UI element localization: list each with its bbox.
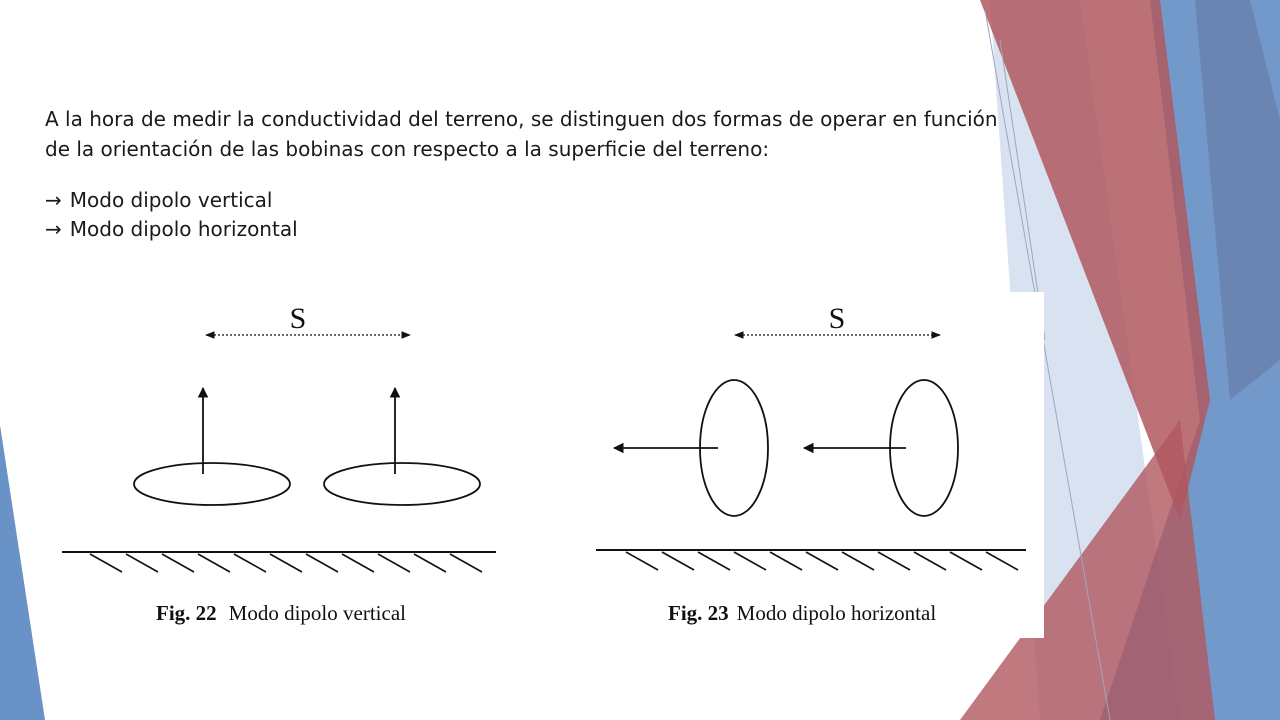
fig23-caption-number: Fig. 23: [668, 601, 729, 625]
fig22-diagram: [62, 302, 496, 625]
right-arrow-icon: →: [45, 217, 62, 241]
fig22-caption: [156, 601, 406, 625]
bullet-label: Modo dipolo horizontal: [69, 217, 298, 241]
left-blue-accent: [0, 425, 45, 720]
intro-paragraph: A la hora de medir la conductividad del terreno, se distinguen dos formas de operar en función de la orientación de las bobinas con respecto a la superficie del terreno:: [45, 107, 998, 161]
fig22-coil-left: [134, 463, 290, 505]
fig23-caption-text: Modo dipolo horizontal: [736, 601, 937, 625]
fig22-ground-hatching: [90, 554, 482, 572]
fig22-spacing-label: S: [289, 302, 307, 335]
bullet-label: Modo dipolo vertical: [69, 188, 273, 212]
bullet-list: [45, 186, 1005, 244]
fig22-caption-number: Fig. 22: [156, 601, 217, 625]
right-arrow-icon: →: [45, 188, 62, 212]
figure-image: [40, 292, 1044, 638]
slide-body: [45, 104, 1005, 244]
fig23-spacing-label: S: [828, 302, 846, 335]
bullet-item-vertical: [45, 186, 1005, 215]
bullet-item-horizontal: [45, 215, 1005, 244]
fig22-caption-text: Modo dipolo vertical: [228, 601, 406, 625]
fig23-diagram: [596, 302, 1026, 625]
fig23-caption: [668, 601, 936, 625]
fig22-coil-right: [324, 463, 480, 505]
fig23-ground-hatching: [626, 552, 1018, 570]
